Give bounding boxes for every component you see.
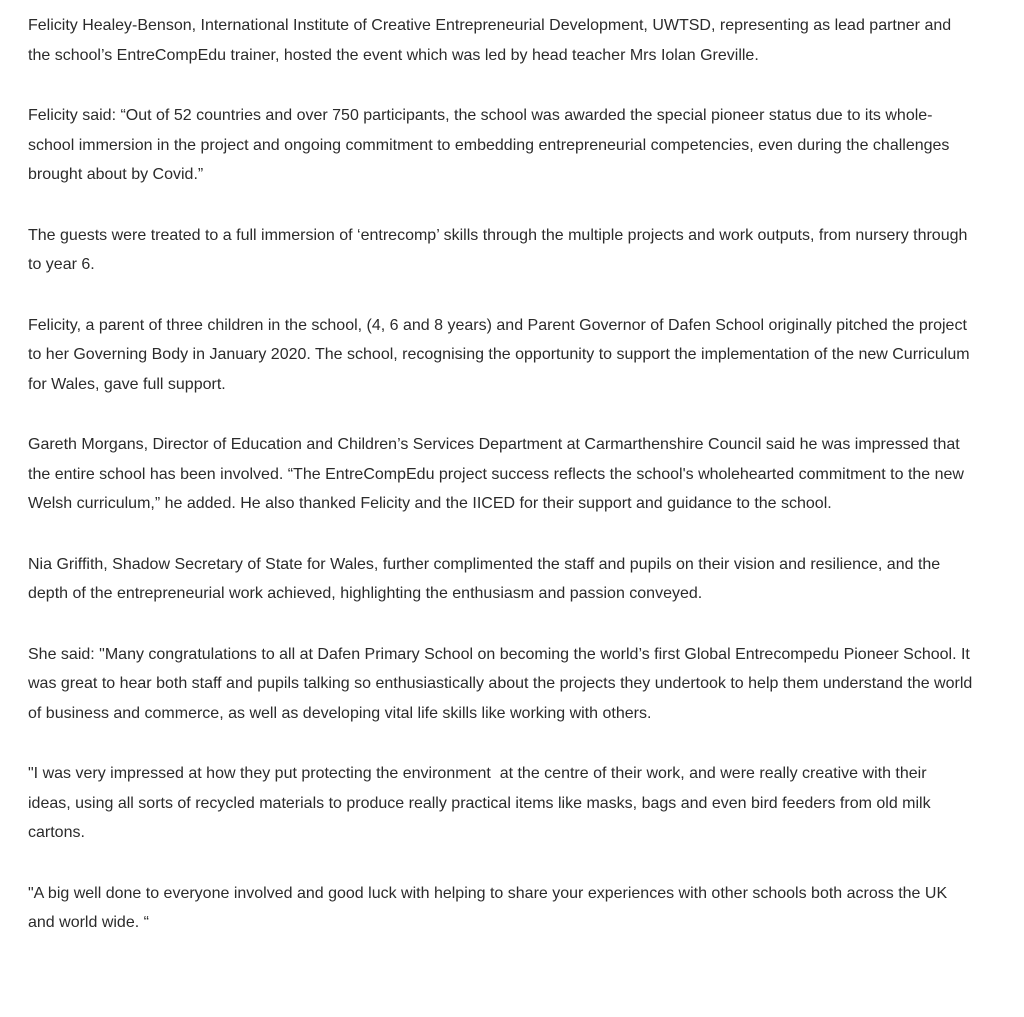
paragraph-guests-immersion: The guests were treated to a full immersion of ‘entrecomp’ skills through the multiple projects and work outputs, from nursery through to year 6. [28,226,972,273]
paragraph-congratulations-quote: She said: "Many congratulations to all at Dafen Primary School on becoming the world’s first Global Entrecompedu Pioneer School. It was great to hear both staff and pupils talking so enthusiastically about the projects they undertook to help them understand the world of business and commerce, as well as developing vital life skills like working with others. [28,645,977,722]
paragraph-hosted-event: Felicity Healey-Benson, International Institute of Creative Entrepreneurial Development, UWTSD, representing as lead partner and the school’s EntreCompEdu trainer, hosted the event which was led by head teacher Mrs Iolan Greville. [28,17,956,64]
paragraph-well-done-quote: "A big well done to everyone involved and good luck with helping to share your experiences with other schools both across the UK and world wide. “ [28,884,952,931]
paragraph-gareth-morgans: Gareth Morgans, Director of Education and Children’s Services Department at Carmarthenshire Council said he was impressed that the entire school has been involved. “The EntreCompEdu project success reflects the school's wholehearted commitment to the new Welsh curriculum,” he added. He also thanked Felicity and the IICED for their support and guidance to the school. [28,436,969,512]
paragraph-felicity-background: Felicity, a parent of three children in the school, (4, 6 and 8 years) and Parent Governor of Dafen School originally pitched the project to her Governing Body in January 2020. The school, recognising the opportunity to support the implementation of the new Curriculum for Wales, gave full support. [28,316,975,393]
paragraph-environment-quote: "I was very impressed at how they put protecting the environment at the centre of their work, and were really creative with their ideas, using all sorts of recycled materials to produce really practical items like masks, bags and even bird feeders from old milk cartons. [28,765,936,841]
article-body [28,11,977,969]
paragraph-felicity-quote: Felicity said: “Out of 52 countries and over 750 participants, the school was awarded the special pioneer status due to its whole-school immersion in the project and ongoing commitment to embedding entrepreneurial competencies, even during the challenges brought about by Covid.” [28,107,954,183]
paragraph-nia-griffith: Nia Griffith, Shadow Secretary of State for Wales, further complimented the staff and pupils on their vision and resilience, and the depth of the entrepreneurial work achieved, highlighting the enthusiasm and passion conveyed. [28,555,945,602]
